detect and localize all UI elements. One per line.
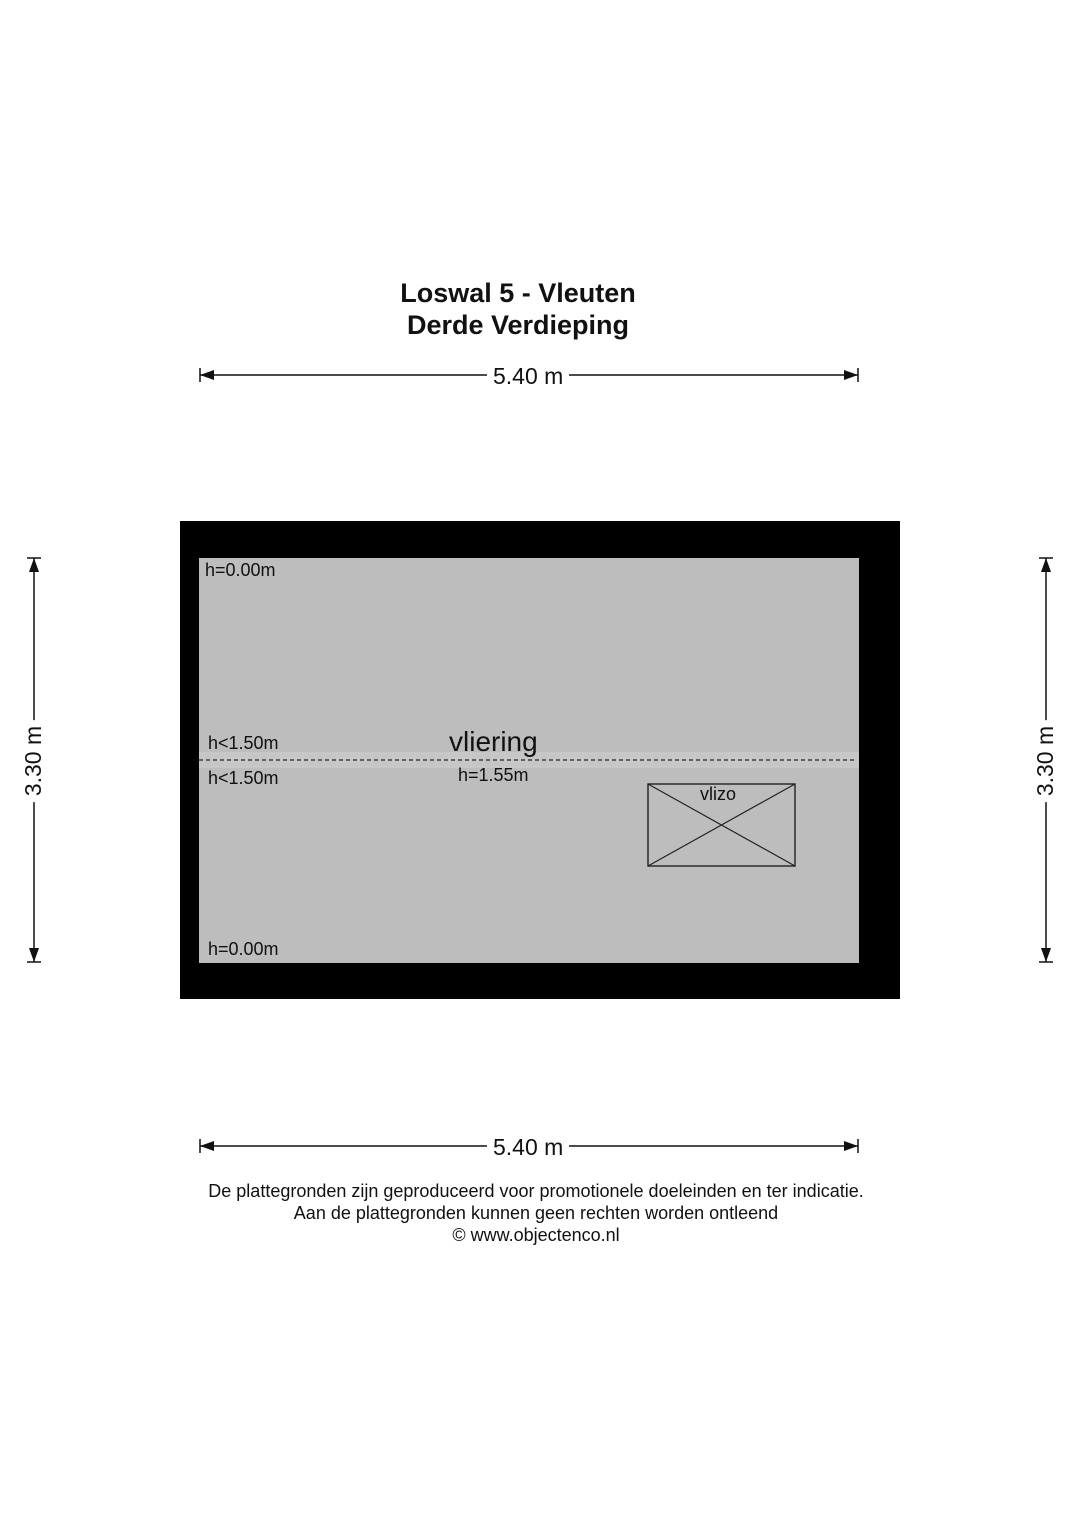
width-top-label: 5.40 m (487, 363, 569, 389)
plan-title: Loswal 5 - Vleuten (400, 278, 636, 308)
plan-subtitle: Derde Verdieping (406, 310, 630, 340)
height-mid-upper: h<1.50m (208, 733, 279, 753)
copyright-line: © www.objectenco.nl (452, 1225, 620, 1245)
disclaimer-line-1: De plattegronden zijn geproduceerd voor promotionele doeleinden en ter indicatie. (208, 1181, 864, 1201)
depth-left-label: 3.30 m (20, 720, 46, 802)
height-bottom-edge: h=0.00m (208, 939, 279, 959)
height-mid-lower: h<1.50m (208, 768, 279, 788)
height-top-edge: h=0.00m (205, 560, 276, 580)
depth-right-label: 3.30 m (1032, 720, 1058, 802)
room-height: h=1.55m (458, 765, 529, 785)
room-name: vliering (449, 726, 538, 757)
width-bottom-label: 5.40 m (487, 1134, 569, 1160)
disclaimer-line-2: Aan de plattegronden kunnen geen rechten worden ontleend (293, 1203, 779, 1223)
hatch-label: vlizo (700, 784, 737, 804)
